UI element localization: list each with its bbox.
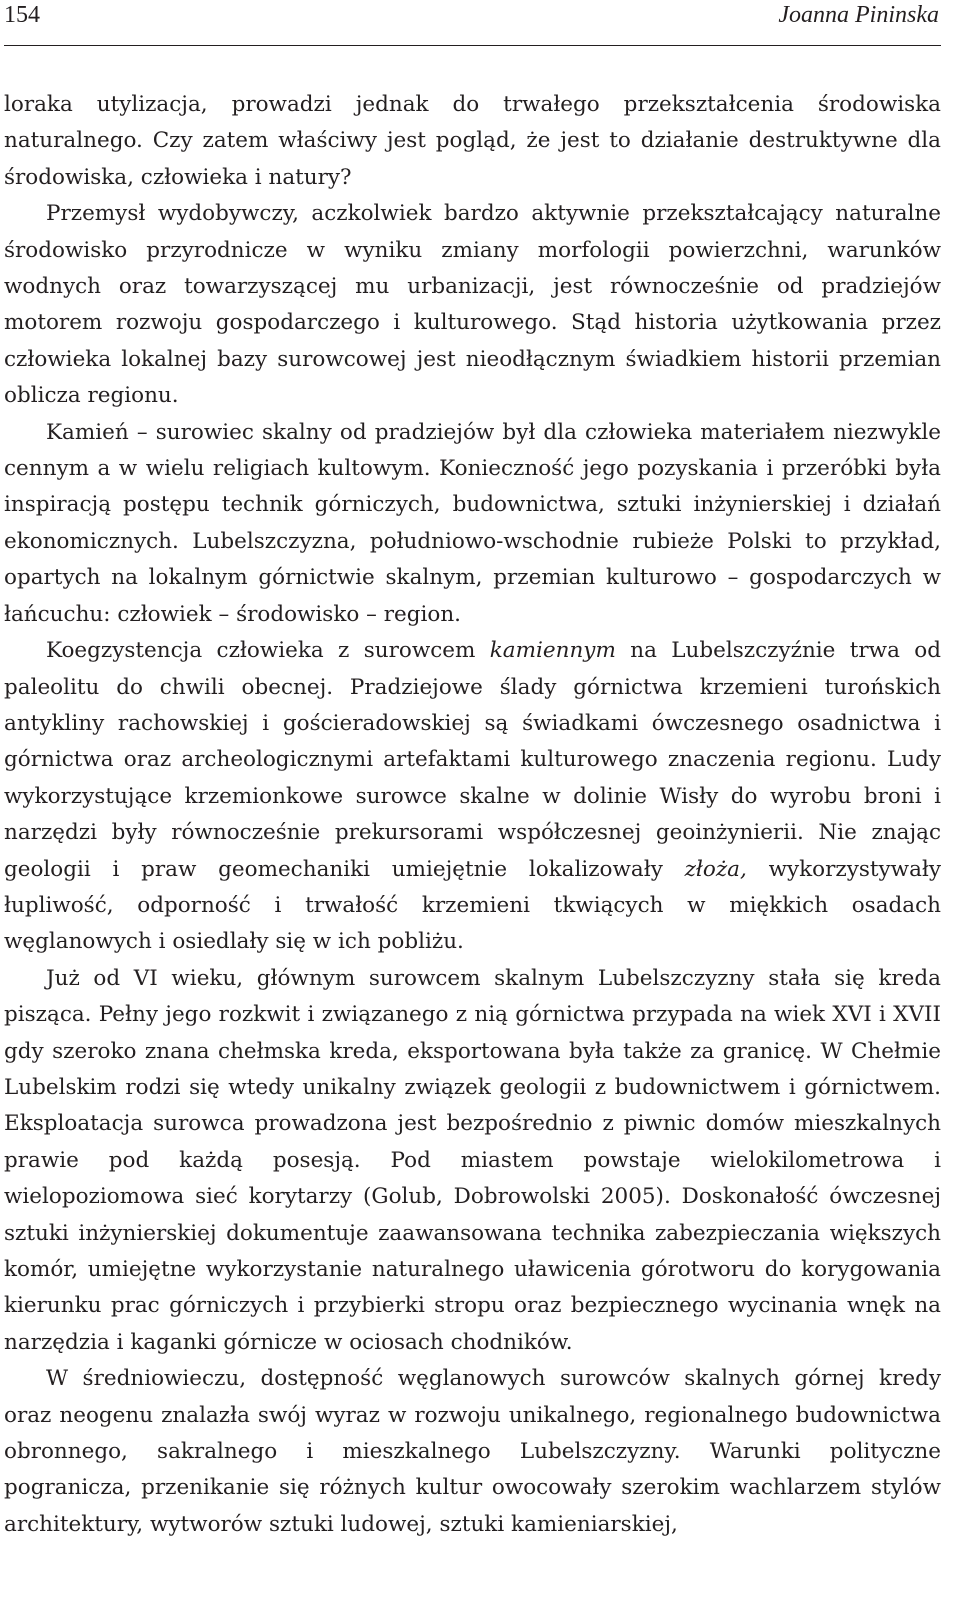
paragraph-4-part-b: na Lubelszczyźnie trwa od paleolitu do chwili obecnej. Pradziejowe ślady górnictwa krzemieni turońskich antykliny rachowskiej i gościeradowskiej są świadkami ówczesnego osadnictwa i górnictwa oraz archeologicznymi artefaktami kulturowego znaczenia regionu. Ludy wykorzystujące krzemionkowe surowce skalne w dolinie Wisły do wyrobu broni i narzędzi były równocześnie prekursorami współczesnej geoinżynierii. Nie znając geologii i praw geomechaniki umiejętnie lokalizowały	[4, 638, 941, 882]
paragraph-5: Już od VI wieku, głównym surowcem skalnym Lubelszczyzny stała się kreda pisząca. Pełny jego rozkwit i związanego z nią górnictwa przypada na wiek XVI i XVII gdy szeroko znana chełmska kreda, eksportowana była także za granicę. W Chełmie Lubelskim rodzi się wtedy unikalny związek geologii z budownictwem i górnictwem. Eksploatacja surowca prowadzona jest bezpośrednio z piwnic domów mieszkalnych prawie pod każdą posesją. Pod miastem powstaje wielokilometrowa i wielopoziomowa sieć korytarzy (Golub, Dobrowolski 2005). Doskonałość ówczesnej sztuki inżynierskiej dokumentuje zaawansowana technika zabezpieczania większych komór, umiejętne wykorzystanie naturalnego uławicenia górotworu do korygowania kierunku prac górniczych i przybierki stropu oraz bezpiecznego wycinania wnęk na narzędzia i kaganki górnicze w ociosach chodników.	[4, 965, 941, 1355]
page-number: 154	[4, 2, 40, 28]
paragraph-4	[4, 633, 941, 961]
paragraph-3: Kamień – surowiec skalny od pradziejów był dla człowieka materiałem niezwykle cennym a w wielu religiach kultowym. Konieczność jego pozyskania i przeróbki była inspiracją postępu technik górniczych, budownictwa, sztuki inżynierskiej i działań ekonomicznych. Lubelszczyzna, południowo-wschodnie rubieże Polski to przykład, opartych na lokalnym górnictwie skalnym, przemian kulturowo – gospodarczych w łańcuchu: człowiek – środowisko – region.	[4, 419, 941, 627]
paragraph-6: W średniowieczu, dostępność węglanowych surowców skalnych górnej kredy oraz neogenu znalazła swój wyraz w rozwoju unikalnego, regionalnego budownictwa obronnego, sakralnego i mieszkalnego Lubelszczyzny. Warunki polityczne pogranicza, przenikanie się różnych kultur owocowały szerokim wachlarzem stylów architektury, wytworów sztuki ludowej, sztuki kamieniarskiej,	[4, 1366, 941, 1537]
paragraph-4-part-c: wykorzystywały łupliwość, odporność i trwałość krzemieni tkwiących w miękkich osadach węglanowych i osiedlały się w ich pobliżu.	[4, 856, 942, 955]
running-author: Joanna Pininska	[778, 2, 939, 28]
article-body	[4, 87, 941, 1543]
paragraph-1: loraka utylizacja, prowadzi jednak do trwałego przekształcenia środowiska naturalnego. Czy zatem właściwy jest pogląd, że jest to działanie destruktywne dla środowiska, człowieka i natury?	[4, 92, 941, 190]
emphasis-kamiennym: kamiennym	[489, 638, 616, 664]
paragraph-2: Przemysł wydobywczy, aczkolwiek bardzo aktywnie przekształcający naturalne środowisko przyrodnicze w wyniku zmiany morfologii powierzchni, warunków wodnych oraz towarzyszącej mu urbanizacji, jest równocześnie od pradziejów motorem rozwoju gospodarczego i kulturowego. Stąd historia użytkowania przez człowieka lokalnej bazy surowcowej jest nieodłącznym świadkiem historii przemian oblicza regionu.	[4, 201, 941, 409]
running-header	[4, 0, 941, 46]
paragraph-4-part-a: Koegzystencja człowieka z surowcem	[46, 638, 490, 664]
emphasis-zloza: złoża,	[684, 856, 747, 882]
